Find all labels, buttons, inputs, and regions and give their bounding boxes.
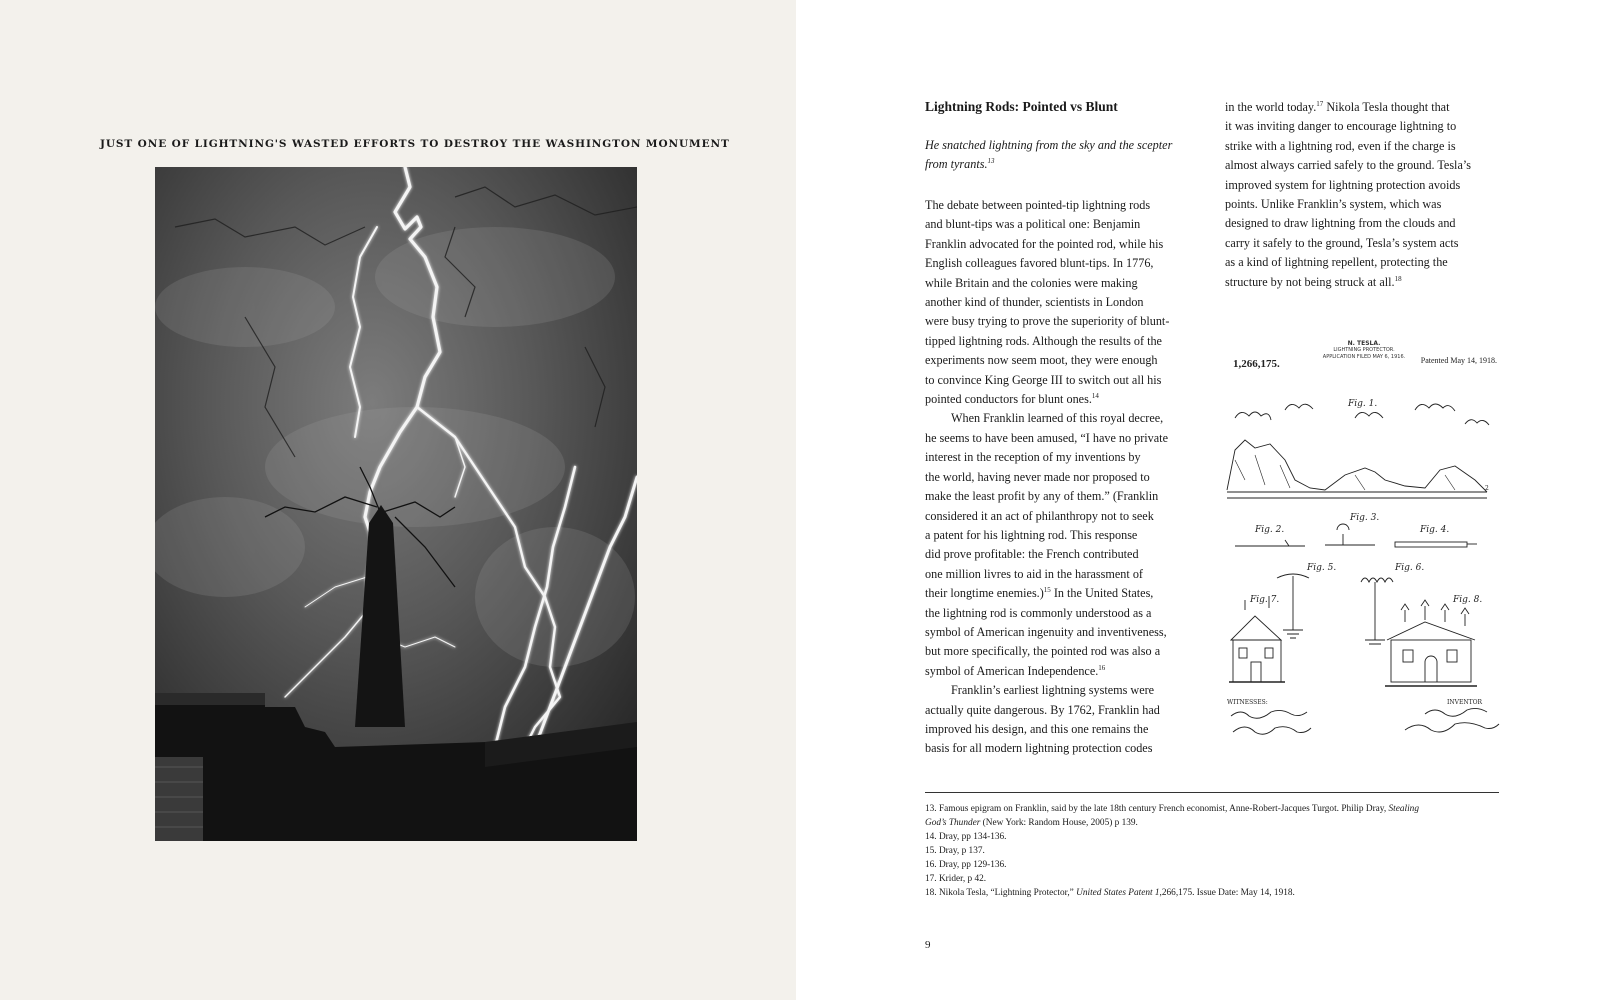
text-line: When Franklin learned of this royal decree, (951, 411, 1164, 426)
fig-3-label: Fig. 3. (1350, 513, 1380, 523)
text-line: he seems to have been amused, “I have no private (925, 430, 1168, 445)
footnote-ref-17: 17 (1316, 100, 1324, 108)
text-line: designed to draw lightning from the clouds and (1225, 216, 1456, 231)
inventor-label: INVENTOR (1447, 699, 1483, 706)
text-line: basis for all modern lightning protection codes (925, 741, 1153, 756)
footnote-15: 15. Dray, p 137. (925, 846, 985, 856)
text-line: experiments now seem moot, they were enough (925, 353, 1158, 368)
text-line: it was inviting danger to encourage lightning to (1225, 119, 1457, 134)
witnesses-label: WITNESSES: (1227, 699, 1268, 706)
text-line: In the United States, (1050, 586, 1154, 601)
text-line: structure by not being struck at all. (1225, 274, 1395, 289)
text-line: a patent for his lightning rod. This response (925, 527, 1138, 542)
paragraph-1 (925, 196, 1201, 409)
photo-caption: JUST ONE OF LIGHTNING'S WASTED EFFORTS TO DESTROY THE WASHINGTON MONUMENT (100, 138, 730, 150)
patent-inventor-name: N. TESLA. (1347, 340, 1381, 347)
paragraph-2 (925, 409, 1201, 681)
text-line: Franklin’s earliest lightning systems were (951, 683, 1155, 698)
text-line: but more specifically, the pointed rod was also a (925, 644, 1161, 659)
text-line: interest in the reception of my inventions by (925, 450, 1141, 465)
text-line: points. Unlike Franklin’s system, which was (1225, 197, 1442, 212)
footnote-13: 13. Famous epigram on Franklin, said by the late 18th century French economist, Anne-Robert-Jacques Turgot. Philip Dray, Stealing God’s Thunder (New York: Random House, 2005) p 139. (925, 804, 1419, 828)
text-line: one million livres to aid in the harassment of (925, 566, 1143, 581)
footnote-divider (925, 792, 1499, 793)
text-line: Nikola Tesla thought that (1323, 100, 1450, 114)
text-line: and blunt-tips was a political one: Benjamin (925, 217, 1141, 232)
text-line: did prove profitable: the French contributed (925, 547, 1139, 562)
fig-8-label: Fig. 8. (1453, 595, 1483, 605)
epigraph (925, 136, 1195, 175)
svg-text:2: 2 (1485, 485, 1489, 492)
text-line: while Britain and the colonies were making (925, 275, 1138, 290)
page-number: 9 (925, 939, 931, 951)
fig-2-label: Fig. 2. (1255, 525, 1285, 535)
fig-4-label: Fig. 4. (1420, 525, 1450, 535)
footnote-14: 14. Dray, pp 134-136. (925, 832, 1007, 842)
fig-1-label: Fig. 1. (1348, 399, 1378, 409)
footnote-ref-16: 16 (1098, 663, 1106, 672)
body-column-2 (1225, 98, 1501, 292)
tesla-patent-drawing (1225, 340, 1503, 760)
text-line: their longtime enemies.) (925, 586, 1044, 601)
text-line: pointed conductors for blunt ones. (925, 392, 1092, 407)
text-line: the world, having never made nor proposed to (925, 469, 1150, 484)
patent-figures (1225, 340, 1503, 760)
footnote-18: 18. Nikola Tesla, “Lightning Protector,” United States Patent 1,266,175. Issue Date: May 14, 1918. (925, 888, 1295, 898)
fig-6-label: Fig. 6. (1395, 563, 1425, 573)
text-line: tipped lightning rods. Although the results of the (925, 333, 1162, 348)
text-line: the lightning rod is commonly understood as a (925, 605, 1152, 620)
text-line: considered it an act of philanthropy not to seek (925, 508, 1154, 523)
text-line: Franklin advocated for the pointed rod, while his (925, 236, 1164, 251)
text-line: improved system for lightning protection avoids (1225, 177, 1461, 192)
lightning-photo-image (155, 167, 637, 841)
text-line: English colleagues favored blunt-tips. In 1776, (925, 256, 1154, 271)
text-line: to convince King George III to switch out all his (925, 372, 1162, 387)
text-line: improved his design, and this one remains the (925, 721, 1149, 736)
fig-7-label: Fig. 7. (1250, 595, 1280, 605)
patent-number: 1,266,175. (1233, 358, 1280, 370)
patent-filed: APPLICATION FILED MAY 6, 1916. (1322, 354, 1406, 360)
section-heading: Lightning Rods: Pointed vs Blunt (925, 99, 1118, 114)
paragraph-3 (925, 681, 1201, 759)
left-page (0, 0, 796, 1000)
footnote-16: 16. Dray, pp 129-136. (925, 860, 1007, 870)
footnote-ref-15: 15 (1043, 586, 1051, 595)
patent-date: Patented May 14, 1918. (1420, 356, 1497, 365)
text-line: strike with a lightning rod, even if the charge is (1225, 138, 1456, 153)
text-line: were busy trying to prove the superiority of blunt- (925, 314, 1170, 329)
washington-monument-lightning-photo (155, 167, 637, 841)
footnote-17: 17. Krider, p 42. (925, 874, 987, 884)
footnote-ref-14: 14 (1091, 392, 1099, 401)
text-line: another kind of thunder, scientists in London (925, 295, 1144, 310)
text-line: as a kind of lightning repellent, protecting the (1225, 255, 1448, 270)
body-column-1 (925, 196, 1201, 759)
text-line: make the least profit by any of them.” (Franklin (925, 489, 1159, 504)
text-line: symbol of American ingenuity and inventiveness, (925, 624, 1167, 639)
text-line: almost always carried safely to the ground. Tesla’s (1225, 158, 1471, 173)
text-line: carry it safely to the ground, Tesla’s system acts (1225, 235, 1459, 250)
text-line: in the world today. (1225, 100, 1317, 114)
footnote-ref-18: 18 (1394, 274, 1402, 283)
patent-subtitle: LIGHTNING PROTECTOR. (1333, 347, 1395, 353)
paragraph-4 (1225, 98, 1501, 292)
text-line: symbol of American Independence. (925, 663, 1099, 678)
footnote-ref-13: 13 (987, 157, 995, 166)
epigraph-line-2: from tyrants. (925, 157, 988, 172)
fig-5-label: Fig. 5. (1307, 563, 1337, 573)
footnotes (925, 802, 1505, 900)
text-line: actually quite dangerous. By 1762, Franklin had (925, 702, 1160, 717)
epigraph-line-1: He snatched lightning from the sky and the scepter (925, 138, 1173, 152)
text-line: The debate between pointed-tip lightning rods (925, 198, 1151, 212)
